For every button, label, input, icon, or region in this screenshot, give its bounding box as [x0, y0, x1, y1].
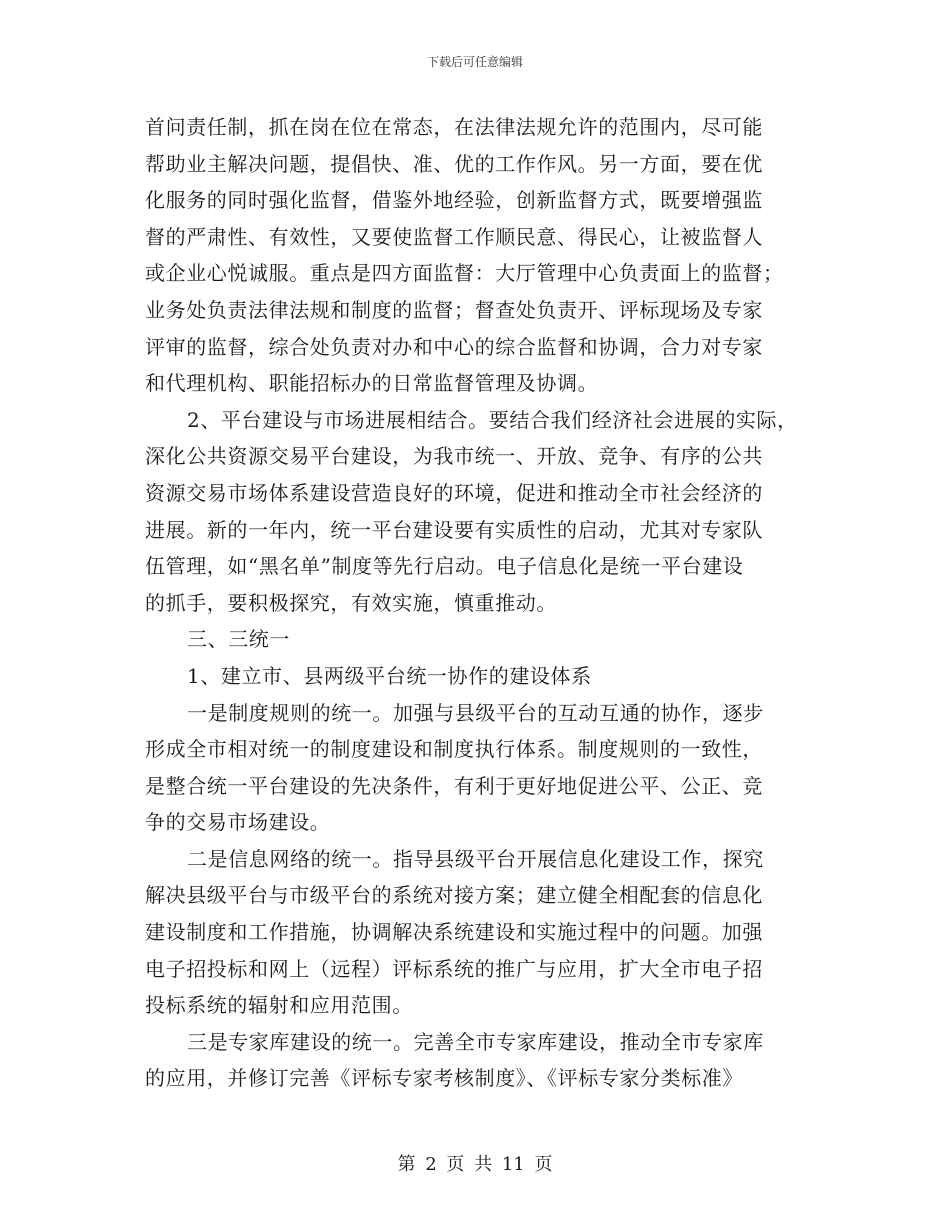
paragraph-line: 解决县级平台与市级平台的系统对接方案；建立健全相配套的信息化	[145, 883, 763, 908]
paragraph-first-line: 1、建立市、县两级平台统一协作的建设体系	[187, 663, 592, 688]
page-header: 下载后可任意编辑	[426, 55, 523, 69]
paragraph-first-line: 一是制度规则的统一。加强与县级平台的互动互通的协作，逐步	[187, 700, 764, 725]
paragraph-line: 是整合统一平台建设的先决条件，有利于更好地促进公平、公正、竞	[145, 773, 763, 798]
page-footer: 第 2 页 共 11 页	[397, 1154, 553, 1175]
document-body	[145, 109, 805, 1097]
paragraph-line: 资源交易市场体系建设营造良好的环境，促进和推动全市社会经济的	[145, 480, 763, 505]
paragraph-line: 化服务的同时强化监督，借鉴外地经验，创新监督方式，既要增强监	[145, 188, 763, 213]
paragraph-line: 或企业心悦诚服。重点是四方面监督：大厅管理中心负责面上的监督；	[145, 261, 784, 286]
paragraph-first-line: 2、平台建设与市场进展相结合。要结合我们经济社会进展的实际，	[187, 407, 798, 432]
paragraph-line: 的抓手，要积极探究，有效实施，慎重推动。	[145, 590, 557, 615]
paragraph-line: 电子招投标和网上（远程）评标系统的推广与应用，扩大全市电子招	[145, 956, 763, 981]
paragraph-line: 首问责任制，抓在岗在位在常态，在法律法规允许的范围内，尽可能	[145, 115, 763, 139]
paragraph-line: 帮助业主解决问题，提倡快、准、优的工作作风。另一方面，要在优	[145, 151, 763, 176]
paragraph-first-line: 二是信息网络的统一。指导县级平台开展信息化建设工作，探究	[187, 846, 764, 871]
paragraph-line: 伍管理，如“黑名单”制度等先行启动。电子信息化是统一平台建设	[145, 554, 744, 579]
paragraph-line: 督的严肃性、有效性，又要使监督工作顺民意、得民心，让被监督人	[145, 224, 763, 249]
paragraph-line: 投标系统的辐射和应用范围。	[145, 993, 413, 1018]
paragraph-line: 建设制度和工作措施，协调解决系统建设和实施过程中的问题。加强	[145, 920, 763, 945]
paragraph-line: 业务处负责法律法规和制度的监督；督查处负责开、评标现场及专家	[145, 297, 763, 322]
paragraph-line: 评审的监督，综合处负责对办和中心的综合监督和协调，合力对专家	[145, 334, 763, 359]
paragraph-first-line: 三、三统一	[187, 627, 290, 652]
paragraph-first-line: 三是专家库建设的统一。完善全市专家库建设，推动全市专家库	[187, 1029, 764, 1054]
paragraph-line: 深化公共资源交易平台建设，为我市统一、开放、竞争、有序的公共	[145, 444, 763, 469]
paragraph-line: 的应用，并修订完善《评标专家考核制度》、《评标专家分类标准》	[145, 1066, 743, 1091]
paragraph-line: 争的交易市场建设。	[145, 810, 331, 835]
paragraph-line: 进展。新的一年内，统一平台建设要有实质性的启动，尤其对专家队	[145, 517, 763, 542]
paragraph-line: 和代理机构、职能招标办的日常监督管理及协调。	[145, 371, 599, 396]
paragraph-line: 形成全市相对统一的制度建设和制度执行体系。制度规则的一致性，	[145, 737, 763, 762]
